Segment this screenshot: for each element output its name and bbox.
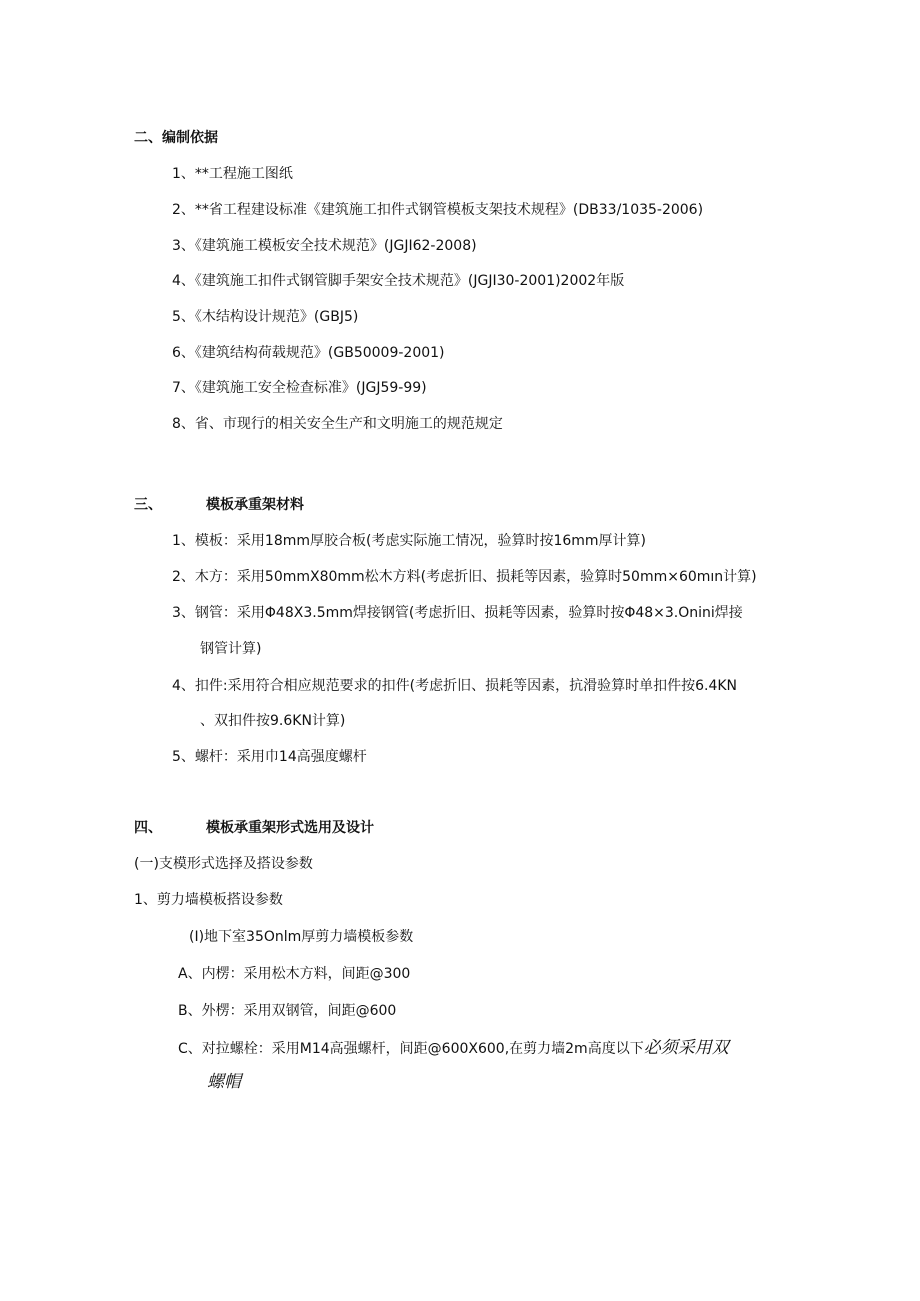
basis-item-6: 6、《建筑结构荷载规范》(GB50009-2001): [172, 345, 445, 361]
section-4-number: 四、: [134, 820, 162, 836]
basis-item-4: 4、《建筑施工扣件式钢管脚手架安全技术规范》(JGJI30-2001)2002年版: [172, 273, 625, 289]
material-item-5: 5、螺杆：采用巾14高强度螺杆: [172, 749, 367, 765]
param-c-text: C、对拉螺栓：采用M14高强螺杆，间距@600X600,在剪力墙2m高度以下: [178, 1041, 644, 1057]
param-c: [178, 1038, 729, 1059]
material-item-3-cont: 钢管计算): [200, 641, 262, 657]
material-item-4-cont: 、双扣件按9.6KN计算): [200, 713, 346, 729]
basis-item-5: 5、《木结构设计规范》(GBJ5): [172, 309, 359, 325]
basis-item-8: 8、省、市现行的相关安全生产和文明施工的规范规定: [172, 416, 503, 432]
section-3-heading: [134, 495, 304, 515]
section-2-heading: 二、编制依据: [134, 130, 218, 146]
material-item-4: 4、扣件:采用符合相应规范要求的扣件(考虑折旧、损耗等因素，抗滑验算时单扣件按6.4KN: [172, 678, 738, 694]
param-b: B、外楞：采用双钢管，间距@600: [178, 1003, 397, 1019]
section-4-heading: [134, 818, 374, 838]
section-4-subheading: (一)支模形式选择及搭设参数: [134, 856, 313, 872]
basis-item-7: 7、《建筑施工安全检查标准》(JGJ59-99): [172, 380, 427, 396]
param-c-emphasis: 必须采用双: [643, 1038, 729, 1058]
basis-item-3: 3、《建筑施工模板安全技术规范》(JGJI62-2008): [172, 238, 477, 254]
section-3-title: 模板承重架材料: [206, 497, 304, 513]
material-item-1: 1、模板：采用18mm厚胶合板(考虑实际施工情况，验算时按16mm厚计算): [172, 533, 647, 549]
param-a: A、内楞：采用松木方料，间距@300: [178, 966, 411, 982]
param-c-emphasis-cont: 螺帽: [207, 1072, 241, 1092]
material-item-2: 2、木方：采用50mmX80mm松木方料(考虑折旧、损耗等因素，验算时50mm×60mın计算): [172, 569, 757, 585]
basis-item-1: 1、**工程施工图纸: [172, 166, 293, 182]
basis-item-2: 2、**省工程建设标准《建筑施工扣件式钢管模板支架技术规程》(DB33/1035-2006): [172, 202, 704, 218]
material-item-3: 3、钢管：采用Φ48X3.5mm焊接钢管(考虑折旧、损耗等因素，验算时按Φ48×3.Onini焊接: [172, 605, 743, 621]
shear-wall-item: 1、剪力墙模板搭设参数: [134, 892, 283, 908]
section-3-number: 三、: [134, 497, 162, 513]
basement-param-title: (I)地下室35Onlm厚剪力墙模板参数: [189, 929, 414, 945]
section-4-title: 模板承重架形式选用及设计: [206, 820, 374, 836]
